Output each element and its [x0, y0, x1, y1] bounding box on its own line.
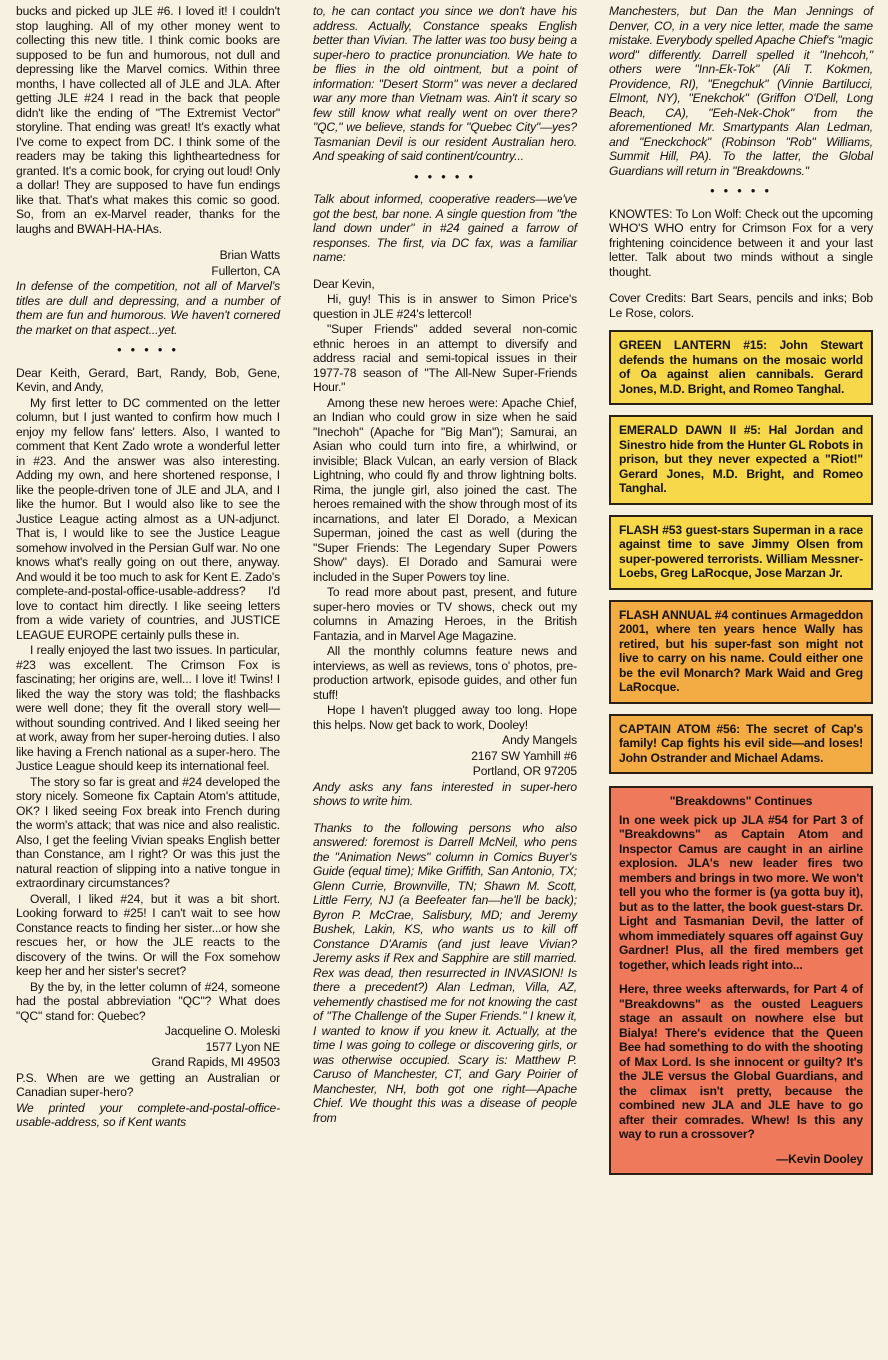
editor-thanks: Manchesters, but Dan the Man Jennings of Denver, CO, in a very nice letter, made the same mistake. Everybody spelled Apache Chief's "magic word" differently. Darrell spelled it "Inehcoh," others were "Inn-Ek-Tok" (Ali T. Kokmen, Providence, RI), "Enegchuk" (Vinnie Bartilucci, Elmont, NY), "Enekchok" (Griffon O'Dell, Long Beach, CA), "Eeh-Nek-Chok" from the aforementioned Mr. Smartypants Alan Ledman, and "Eneckchock" (Robinson "Rob" Williams, Summit Hill, PA). To the latter, the Global Guardians will return in "Breakdowns.": [609, 4, 873, 178]
promo-box-flash: FLASH #53 guest-stars Superman in a race against time to save Jimmy Olsen from super-powered terrorists. William Messner-Loebs, Greg LaRocque, Jose Marzan Jr.: [609, 515, 873, 590]
signature-place: Fullerton, CA: [211, 263, 280, 278]
breakdowns-signature: —Kevin Dooley: [776, 1151, 863, 1166]
letter-paragraph: Hi, guy! This is in answer to Simon Price's question in JLE #24's lettercol!: [313, 292, 577, 321]
editor-reply: In defense of the competition, not all of Marvel's titles are dull and depressing, and a number of them are fun and humorous. We haven't cornered the market on that aspect...yet.: [16, 279, 280, 337]
signature-name: Brian Watts: [219, 248, 280, 262]
section-divider: • • • • •: [414, 169, 476, 184]
letter-paragraph: To read more about past, present, and future super-hero movies or TV shows, check out my columns in Amazing Heroes, in the British Fantazia, and in Marvel Age Magazine.: [313, 585, 577, 643]
section-divider: • • • • •: [710, 184, 772, 198]
promo-box-emerald-dawn: EMERALD DAWN II #5: Hal Jordan and Sinestro hide from the Hunter GL Robots in prison, but they never expected a "Riot!" Gerard Jones, M.D. Bright, and Romeo Tanghal.: [609, 415, 873, 505]
letter-paragraph: Among these new heroes were: Apache Chief, an Indian who could grow in size when he said "Inechoh" (Apache for "Big Man"); Samurai, an Asian who could turn into fire, a whirlwind, or invisible; Black Vulcan, an early version of Black Lightning, who could fly and throw lightning bolts. Rima, the jungle girl, also joined the cast. The heroes remained with the show through most of its incarnations, and later El Dorado, a Mexican Superman, joined the cast as well (during the "Super Friends: The Legendary Super Powers Show" days). El Dorado and Samurai were included in the Super Powers toy line.: [313, 395, 577, 584]
promo-box-captain-atom: CAPTAIN ATOM #56: The secret of Cap's family! Cap fights his evil side—and loses! John Ostrander and Michael Adams.: [609, 714, 873, 775]
editor-reply: to, he can contact you since we don't have his address. Actually, Constance speaks English better than Vivian. The latter was too busy being a super-hero to practice pronunciation. We hate to be flies in the old ointment, but a point of information: "Desert Storm" was never a declared war any more than Vietnam was. Ain't it scary so few still know what really went on over there? "QC," we believe, stands for "Quebec City"—yes? Tasmanian Devil is our resident Australian hero. And speaking of said continent/country...: [313, 4, 577, 163]
breakdowns-box: [609, 786, 873, 1175]
promo-box-flash-annual: FLASH ANNUAL #4 continues Armageddon 2001, where ten years hence Wally has retired, but his super-fast son might not live to carry on his name. Could either one be the evil Monarch? Mark Waid and Greg LaRocque.: [609, 600, 873, 704]
letter-salutation: Dear Kevin,: [313, 276, 375, 291]
letter-paragraph: My first letter to DC commented on the letter column, but I just wanted to confirm how much I enjoy my fellow fans' letters. Also, I wanted to comment that Kent Zado wrote a wonderful letter in #23. And the answer was also interesting. Adding my own, and here shortened response, I like the people-driven tone of JLE and JLA, and I like the humor. But I would also like to see the Justice League acting almost as a UN-adjunct. That is, I would like to see the Justice League somehow involved in the Persian Gulf war. No one knows what's really going on out there, anyway. And would it be too much to ask for Kent E. Zado's complete-and-postal-office-usable-address? I'd love to contact him directly. I like seeing letters from a wide variety of countries, and JUSTICE LEAGUE EUROPE certainly pulls these in.: [16, 395, 280, 642]
signature-city: Grand Rapids, MI 49503: [151, 1055, 280, 1069]
signature-address: 2167 SW Yamhill #6: [471, 748, 577, 763]
knowtes-paragraph: KNOWTES: To Lon Wolf: Check out the upcoming WHO'S WHO entry for Crimson Fox for a very frightening coincidence between it and your last letter. Talk about two minds without a single thought.: [609, 206, 873, 279]
promo-box-green-lantern: GREEN LANTERN #15: John Stewart defends the humans on the mosaic world of Oa against alien cannibals. Gerard Jones, M.D. Bright, and Romeo Tanghal.: [609, 330, 873, 405]
letter-paragraph: Overall, I liked #24, but it was a bit short. Looking forward to #25! I can't wait to see how Constance reacts to finding her sister...or how she rescues her, or how the JLE reacts to the discovery of the twins. Or will the Fox somehow keep her and her sister's secret?: [16, 891, 280, 978]
letter-paragraph: bucks and picked up JLE #6. I loved it! I couldn't stop laughing. All of my other money went to collecting this new title. I think comic books are supposed to be fun and humorous, not dull and depressing like the Marvel comics. Within three months, I have collected all of JLE and JLA. After getting JLE #24 I read in the back that people didn't like the ending of "The Extremist Vector" storyline. That ending was great! It's exactly what I've come to expect from DC. I think some of the readers may be taking this lightheartedness for granted. It's a comic book, for crying out loud! Only a dollar! They are supposed to have fun endings like that. That's what makes this comic so good. So, from an ex-Marvel reader, thanks for the laughs and BWAH-HA-HAs.: [16, 4, 280, 236]
signature-city: Portland, OR 97205: [472, 764, 577, 778]
column-2: [313, 4, 577, 1126]
signature-address: 1577 Lyon NE: [205, 1039, 280, 1054]
editor-thanks: Thanks to the following persons who also answered: foremost is Darrell McNeil, who pens the "Animation News" column in Comics Buyer's Guide (equal time); Mike Griffith, San Antonio, TX; Glenn Currie, Brownville, TN; Shawn M. Scott, Little Ferry, NJ (a Beefeater fan—he'll be back); Byron P. McCrae, Salisbury, MD; and Jeremy Bushek, Lakin, KS, who wants us to kill off Constance D'Aramis (and just leave Vivian? Jeremy asks if Rex and Sapphire are still married. Rex was dead, then resurrected in INVASION! Is there a precedent?) Alan Ledman, Villa, AZ, vehemently chastised me for not knowing the cast of "The Challenge of the Super Friends." I knew it, I wanted to know if you knew it. Actually, at the time I was going to college or discovering girls, or was otherwise occupied. Scary is: Matthew P. Caruso of Manchester, CT, and Gary Poirier of Manchester, NH, both got one right—Apache Chief. We thought this was a disease of people from: [313, 820, 577, 1125]
letter-paragraph: Hope I haven't plugged away too long. Hope this helps. Now get back to work, Dooley!: [313, 703, 577, 732]
column-1: [16, 4, 280, 1131]
section-divider: • • • • •: [117, 343, 179, 357]
cover-credits: Cover Credits: Bart Sears, pencils and inks; Bob Le Rose, colors.: [609, 291, 873, 320]
letter-paragraph: "Super Friends" added several non-comic ethnic heroes in an attempt to diversify and address racial and semi-topical issues in their 1977-78 season of "The All-New Super-Friends Hour.": [313, 322, 577, 394]
letter-postscript: P.S. When are we getting an Australian or Canadian super-hero?: [16, 1070, 280, 1099]
letter-paragraph: The story so far is great and #24 developed the story nicely. Someone fix Captain Atom's attitude, OK? I liked seeing Fox break into French during the worm's attack; that was nice and also realistic. Also, I get the feeling Vivian speaks English better than Constance, am I right? Or was this just the natural reaction of slipping into a native tongue in extraordinary circumstances?: [16, 774, 280, 890]
signature-name: Andy Mangels: [502, 733, 577, 747]
breakdowns-title: "Breakdowns" Continues: [669, 794, 813, 808]
editor-reply: Andy asks any fans interested in super-hero shows to write him.: [313, 779, 577, 808]
editor-reply: We printed your complete-and-postal-office-usable-address, so if Kent wants: [16, 1100, 280, 1129]
letter-paragraph: I really enjoyed the last two issues. In particular, #23 was excellent. The Crimson Fox is fascinating; her origins are, well... I love it! Twins! I liked the way the story was told; the flashbacks were well done; they fit the overall story well—without sounding contrived. And I liked seeing her at work, away from her super-heroing duties. I also like having a French national as a super-hero. The Justice League should keep its international feel.: [16, 643, 280, 773]
editor-intro: Talk about informed, cooperative readers—we've got the best, bar none. A single question from "the land down under" in #24 gained a farrow of responses. The first, via DC fax, was a familiar name:: [313, 192, 577, 264]
letter-paragraph: All the monthly columns feature news and interviews, as well as reviews, tons o' photos, pre-production artwork, episode guides, and other fun stuff!: [313, 644, 577, 702]
breakdowns-paragraph: Here, three weeks afterwards, for Part 4 of "Breakdowns" as the ousted Leaguers stage an assault on nowhere else but Bialya! There's evidence that the Queen Bee had something to do with the shooting of Max Lord. Is she innocent or guilty? It's the JLE versus the Global Guardians, and the climax isn't pretty, because the combined new JLA and JLE have to go after their comrades. Whew! Is this any way to run a crossover?: [619, 982, 863, 1141]
signature-name: Jacqueline O. Moleski: [164, 1024, 280, 1038]
column-3: [609, 4, 873, 1175]
letter-salutation: Dear Keith, Gerard, Bart, Randy, Bob, Gene, Kevin, and Andy,: [16, 365, 280, 394]
breakdowns-paragraph: In one week pick up JLA #54 for Part 3 of "Breakdowns" as Captain Atom and Inspector Camus are caught in an airline explosion. JLA's new leader fires two members and brings in two more. We won't tell you who the former is (ya gotta buy it), but as to the latter, the book guest-stars Dr. Light and Tasmanian Devil, the latter of whom immediately squares off against Guy Gardner! Plus, all the fired members get together, which leads right into...: [619, 812, 863, 972]
letter-paragraph: By the by, in the letter column of #24, someone had the postal abbreviation "QC"? What does "QC" stand for: Quebec?: [16, 979, 280, 1023]
